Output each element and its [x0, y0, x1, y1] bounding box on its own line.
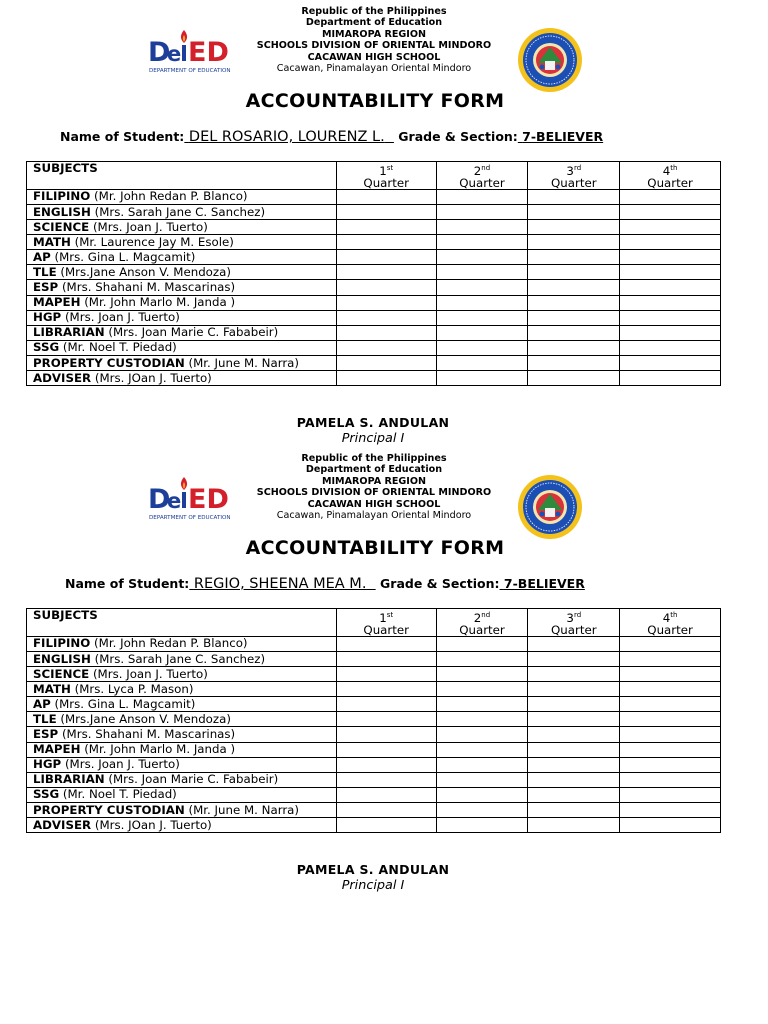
svg-text:D: D	[148, 37, 171, 68]
teacher-name: (Mrs. Joan J. Tuerto)	[89, 666, 208, 681]
table-row	[27, 205, 721, 220]
quarter-1-cell	[336, 787, 436, 802]
subject-cell	[27, 697, 337, 712]
teacher-name: (Mr. June M. Narra)	[184, 355, 300, 370]
signatory-position: Principal I	[341, 431, 405, 446]
subject-cell	[27, 787, 337, 802]
subject-name: SCIENCE	[33, 666, 90, 681]
subject-cell	[27, 189, 337, 204]
svg-text:D: D	[148, 484, 171, 515]
quarter-1-cell	[336, 757, 436, 772]
quarter-3-cell	[528, 636, 620, 651]
subject-name: TLE	[33, 264, 57, 279]
student-label: Name of Student:	[65, 576, 190, 591]
quarter-4-cell	[620, 802, 721, 817]
teacher-name: (Mrs. Shahani M. Mascarinas)	[58, 280, 236, 295]
quarter-4-cell	[620, 636, 721, 651]
quarter-1-cell	[336, 250, 436, 265]
teacher-name: (Mr. June M. Narra)	[184, 802, 300, 817]
quarter-2-cell	[436, 235, 528, 250]
quarter-2-cell	[436, 652, 528, 667]
quarter-1-cell	[336, 802, 436, 817]
quarter-1-cell	[336, 325, 436, 340]
subject-cell	[27, 371, 337, 386]
quarter-1-cell	[336, 667, 436, 682]
quarter-1-cell	[336, 742, 436, 757]
quarter-4-cell	[620, 757, 721, 772]
q3-header: 3rd Quarter	[528, 609, 620, 637]
form-title: ACCOUNTABILITY FORM	[245, 537, 505, 559]
subject-cell	[27, 355, 337, 370]
header-line-5: CACAWAN HIGH SCHOOL	[307, 51, 441, 63]
teacher-name: (Mr. John Redan P. Blanco)	[90, 636, 248, 651]
quarter-1-cell	[336, 205, 436, 220]
student-name: REGIO, SHEENA MEA M.	[193, 576, 367, 592]
quarter-1-cell	[336, 772, 436, 787]
quarter-2-cell	[436, 772, 528, 787]
quarter-2-cell	[436, 250, 528, 265]
teacher-name: (Mrs.Jane Anson V. Mendoza)	[56, 264, 231, 279]
quarter-4-cell	[620, 787, 721, 802]
teacher-name: (Mrs. Lyca P. Mason)	[70, 681, 194, 696]
accountability-form	[0, 0, 768, 448]
quarter-3-cell	[528, 818, 620, 833]
subject-name: ESP	[33, 280, 59, 295]
svg-text:ED: ED	[188, 484, 229, 515]
quarter-4-cell	[620, 371, 721, 386]
subject-cell	[27, 742, 337, 757]
subject-name: ENGLISH	[33, 204, 91, 219]
table-row	[27, 727, 721, 742]
subject-cell	[27, 310, 337, 325]
teacher-name: (Mrs. Joan J. Tuerto)	[89, 219, 208, 234]
subject-name: ADVISER	[33, 817, 92, 832]
header-line-4: SCHOOLS DIVISION OF ORIENTAL MINDORO	[256, 40, 492, 52]
header-line-3: MIMAROPA REGION	[321, 475, 427, 487]
teacher-name: (Mrs. JOan J. Tuerto)	[91, 370, 212, 385]
quarter-1-cell	[336, 712, 436, 727]
quarter-1-cell	[336, 310, 436, 325]
quarter-4-cell	[620, 727, 721, 742]
quarter-4-cell	[620, 310, 721, 325]
subject-name: MAPEH	[33, 742, 81, 757]
subject-name: LIBRARIAN	[33, 772, 105, 787]
svg-text:e: e	[167, 42, 182, 66]
quarter-3-cell	[528, 712, 620, 727]
quarter-4-cell	[620, 250, 721, 265]
letterhead-text	[248, 453, 500, 521]
q4-header: 4th Quarter	[620, 609, 721, 637]
header-line-1: Republic of the Philippines	[301, 6, 447, 17]
subject-cell	[27, 340, 337, 355]
header-line-2: Department of Education	[305, 464, 443, 476]
header-line-6: Cacawan, Pinamalayan Oriental Mindoro	[276, 510, 472, 522]
subject-name: PROPERTY CUSTODIAN	[33, 802, 185, 817]
quarter-1-cell	[336, 818, 436, 833]
table-header-row	[27, 162, 721, 190]
teacher-name: (Mrs.Jane Anson V. Mendoza)	[56, 711, 231, 726]
quarter-4-cell	[620, 280, 721, 295]
quarter-3-cell	[528, 265, 620, 280]
subject-cell	[27, 235, 337, 250]
quarter-3-cell	[528, 235, 620, 250]
quarter-1-cell	[336, 265, 436, 280]
subject-cell	[27, 757, 337, 772]
quarter-3-cell	[528, 697, 620, 712]
teacher-name: (Mrs. Joan Marie C. Fababeir)	[104, 325, 279, 340]
header-line-4: SCHOOLS DIVISION OF ORIENTAL MINDORO	[256, 487, 492, 499]
school-seal-icon	[514, 27, 586, 93]
subject-name: MATH	[33, 234, 71, 249]
form-title: ACCOUNTABILITY FORM	[245, 90, 505, 112]
subject-cell	[27, 712, 337, 727]
quarter-3-cell	[528, 727, 620, 742]
clearance-table	[26, 608, 721, 833]
quarter-3-cell	[528, 355, 620, 370]
signatory-name: PAMELA S. ANDULAN	[296, 862, 450, 877]
table-row	[27, 636, 721, 651]
table-row	[27, 652, 721, 667]
q2-header: 2nd Quarter	[436, 609, 528, 637]
quarter-4-cell	[620, 682, 721, 697]
subjects-header: SUBJECTS	[27, 609, 337, 637]
quarter-3-cell	[528, 652, 620, 667]
teacher-name: (Mrs. Gina L. Magcamit)	[50, 696, 196, 711]
quarter-2-cell	[436, 189, 528, 204]
quarter-4-cell	[620, 742, 721, 757]
header-line-2: Department of Education	[305, 17, 443, 29]
quarter-1-cell	[336, 652, 436, 667]
subject-name: MAPEH	[33, 295, 81, 310]
student-name: DEL ROSARIO, LOURENZ L.	[188, 129, 385, 145]
quarter-2-cell	[436, 205, 528, 220]
header-line-5: CACAWAN HIGH SCHOOL	[307, 498, 441, 510]
quarter-1-cell	[336, 340, 436, 355]
quarter-2-cell	[436, 787, 528, 802]
subject-cell	[27, 265, 337, 280]
quarter-1-cell	[336, 235, 436, 250]
table-row	[27, 757, 721, 772]
quarter-3-cell	[528, 220, 620, 235]
subject-name: PROPERTY CUSTODIAN	[33, 355, 185, 370]
table-row	[27, 325, 721, 340]
header-line-6: Cacawan, Pinamalayan Oriental Mindoro	[276, 63, 472, 75]
subject-cell	[27, 682, 337, 697]
quarter-1-cell	[336, 371, 436, 386]
quarter-1-cell	[336, 280, 436, 295]
table-row	[27, 295, 721, 310]
quarter-2-cell	[436, 727, 528, 742]
table-row	[27, 371, 721, 386]
quarter-2-cell	[436, 697, 528, 712]
quarter-2-cell	[436, 818, 528, 833]
quarter-4-cell	[620, 205, 721, 220]
quarter-4-cell	[620, 355, 721, 370]
quarter-4-cell	[620, 667, 721, 682]
letterhead	[0, 0, 768, 75]
subject-name: AP	[33, 249, 51, 264]
table-row	[27, 667, 721, 682]
teacher-name: (Mr. Noel T. Piedad)	[59, 787, 177, 802]
quarter-3-cell	[528, 340, 620, 355]
subject-name: HGP	[33, 310, 62, 325]
teacher-name: (Mrs. Joan J. Tuerto)	[61, 757, 180, 772]
quarter-3-cell	[528, 802, 620, 817]
subject-name: FILIPINO	[33, 189, 91, 204]
subject-name: AP	[33, 696, 51, 711]
quarter-3-cell	[528, 742, 620, 757]
teacher-name: (Mrs. Gina L. Magcamit)	[50, 249, 196, 264]
subject-cell	[27, 727, 337, 742]
quarter-3-cell	[528, 295, 620, 310]
quarter-4-cell	[620, 772, 721, 787]
quarter-1-cell	[336, 189, 436, 204]
subject-name: SCIENCE	[33, 219, 90, 234]
table-row	[27, 682, 721, 697]
teacher-name: (Mr. Laurence Jay M. Esole)	[70, 234, 234, 249]
grade-section: 7-BELIEVER	[503, 576, 585, 591]
table-row	[27, 265, 721, 280]
student-line	[60, 129, 603, 145]
teacher-name: (Mrs. Joan Marie C. Fababeir)	[104, 772, 279, 787]
quarter-1-cell	[336, 636, 436, 651]
quarter-2-cell	[436, 265, 528, 280]
quarter-3-cell	[528, 280, 620, 295]
accountability-form	[0, 447, 768, 895]
subject-name: LIBRARIAN	[33, 325, 105, 340]
quarter-3-cell	[528, 772, 620, 787]
quarter-3-cell	[528, 667, 620, 682]
quarter-2-cell	[436, 220, 528, 235]
quarter-2-cell	[436, 757, 528, 772]
subject-cell	[27, 667, 337, 682]
quarter-3-cell	[528, 682, 620, 697]
quarter-4-cell	[620, 189, 721, 204]
q1-header: 1st Quarter	[336, 162, 436, 190]
table-row	[27, 250, 721, 265]
quarter-4-cell	[620, 340, 721, 355]
table-row	[27, 340, 721, 355]
table-row	[27, 818, 721, 833]
quarter-1-cell	[336, 727, 436, 742]
subject-cell	[27, 295, 337, 310]
subject-cell	[27, 636, 337, 651]
signatory-block	[0, 862, 746, 894]
q2-header: 2nd Quarter	[436, 162, 528, 190]
quarter-4-cell	[620, 712, 721, 727]
quarter-2-cell	[436, 325, 528, 340]
table-header-row	[27, 609, 721, 637]
quarter-2-cell	[436, 280, 528, 295]
quarter-3-cell	[528, 325, 620, 340]
teacher-name: (Mr. John Redan P. Blanco)	[90, 189, 248, 204]
quarter-3-cell	[528, 757, 620, 772]
quarter-2-cell	[436, 371, 528, 386]
subject-name: ENGLISH	[33, 651, 91, 666]
quarter-3-cell	[528, 205, 620, 220]
quarter-1-cell	[336, 295, 436, 310]
letterhead-text	[248, 6, 500, 74]
subject-cell	[27, 250, 337, 265]
table-row	[27, 697, 721, 712]
quarter-4-cell	[620, 295, 721, 310]
q1-header: 1st Quarter	[336, 609, 436, 637]
teacher-name: (Mrs. JOan J. Tuerto)	[91, 817, 212, 832]
subject-name: SSG	[33, 787, 60, 802]
quarter-3-cell	[528, 371, 620, 386]
teacher-name: (Mrs. Sarah Jane C. Sanchez)	[90, 204, 266, 219]
subject-cell	[27, 325, 337, 340]
quarter-4-cell	[620, 220, 721, 235]
table-row	[27, 787, 721, 802]
table-row	[27, 355, 721, 370]
quarter-2-cell	[436, 310, 528, 325]
teacher-name: (Mr. John Marlo M. Janda )	[80, 742, 236, 757]
quarter-1-cell	[336, 697, 436, 712]
header-line-1: Republic of the Philippines	[301, 453, 447, 464]
quarter-2-cell	[436, 802, 528, 817]
subject-cell	[27, 772, 337, 787]
subject-name: ADVISER	[33, 370, 92, 385]
header-line-3: MIMAROPA REGION	[321, 28, 427, 40]
subject-cell	[27, 818, 337, 833]
quarter-4-cell	[620, 818, 721, 833]
quarter-3-cell	[528, 787, 620, 802]
subject-name: ESP	[33, 727, 59, 742]
school-seal-icon	[514, 474, 586, 540]
subjects-header: SUBJECTS	[27, 162, 337, 190]
table-row	[27, 712, 721, 727]
teacher-name: (Mrs. Shahani M. Mascarinas)	[58, 727, 236, 742]
subject-name: SSG	[33, 340, 60, 355]
table-row	[27, 310, 721, 325]
table-row	[27, 220, 721, 235]
signatory-name: PAMELA S. ANDULAN	[296, 415, 450, 430]
subject-name: TLE	[33, 711, 57, 726]
quarter-2-cell	[436, 712, 528, 727]
q4-header: 4th Quarter	[620, 162, 721, 190]
subject-name: FILIPINO	[33, 636, 91, 651]
quarter-1-cell	[336, 682, 436, 697]
table-row	[27, 802, 721, 817]
q3-header: 3rd Quarter	[528, 162, 620, 190]
subject-cell	[27, 802, 337, 817]
quarter-2-cell	[436, 636, 528, 651]
quarter-2-cell	[436, 295, 528, 310]
table-row	[27, 280, 721, 295]
quarter-3-cell	[528, 189, 620, 204]
student-label: Name of Student:	[60, 129, 185, 144]
quarter-1-cell	[336, 220, 436, 235]
grade-label: Grade & Section:	[398, 129, 518, 144]
quarter-3-cell	[528, 310, 620, 325]
quarter-2-cell	[436, 340, 528, 355]
table-row	[27, 772, 721, 787]
table-row	[27, 189, 721, 204]
quarter-2-cell	[436, 667, 528, 682]
quarter-2-cell	[436, 742, 528, 757]
teacher-name: (Mrs. Joan J. Tuerto)	[61, 310, 180, 325]
deped-logo-icon	[148, 475, 244, 525]
signatory-block	[0, 415, 746, 447]
subject-cell	[27, 280, 337, 295]
subject-name: HGP	[33, 757, 62, 772]
quarter-4-cell	[620, 265, 721, 280]
subject-cell	[27, 205, 337, 220]
quarter-2-cell	[436, 682, 528, 697]
subject-cell	[27, 220, 337, 235]
quarter-3-cell	[528, 250, 620, 265]
table-row	[27, 235, 721, 250]
subject-name: MATH	[33, 681, 71, 696]
quarter-4-cell	[620, 697, 721, 712]
quarter-4-cell	[620, 325, 721, 340]
signatory-position: Principal I	[341, 878, 405, 893]
subject-cell	[27, 652, 337, 667]
quarter-2-cell	[436, 355, 528, 370]
svg-text:DEPARTMENT OF EDUCATION: DEPARTMENT OF EDUCATION	[149, 68, 231, 74]
quarter-4-cell	[620, 235, 721, 250]
quarter-1-cell	[336, 355, 436, 370]
student-line	[65, 576, 585, 592]
table-row	[27, 742, 721, 757]
deped-logo-icon	[148, 28, 244, 78]
svg-text:DEPARTMENT OF EDUCATION: DEPARTMENT OF EDUCATION	[149, 515, 231, 521]
teacher-name: (Mrs. Sarah Jane C. Sanchez)	[90, 651, 266, 666]
grade-label: Grade & Section:	[380, 576, 500, 591]
teacher-name: (Mr. John Marlo M. Janda )	[80, 295, 236, 310]
quarter-4-cell	[620, 652, 721, 667]
clearance-table	[26, 161, 721, 386]
teacher-name: (Mr. Noel T. Piedad)	[59, 340, 177, 355]
letterhead	[0, 447, 768, 522]
svg-text:ED: ED	[188, 37, 229, 68]
grade-section: 7-BELIEVER	[522, 129, 604, 144]
svg-text:e: e	[167, 489, 182, 513]
